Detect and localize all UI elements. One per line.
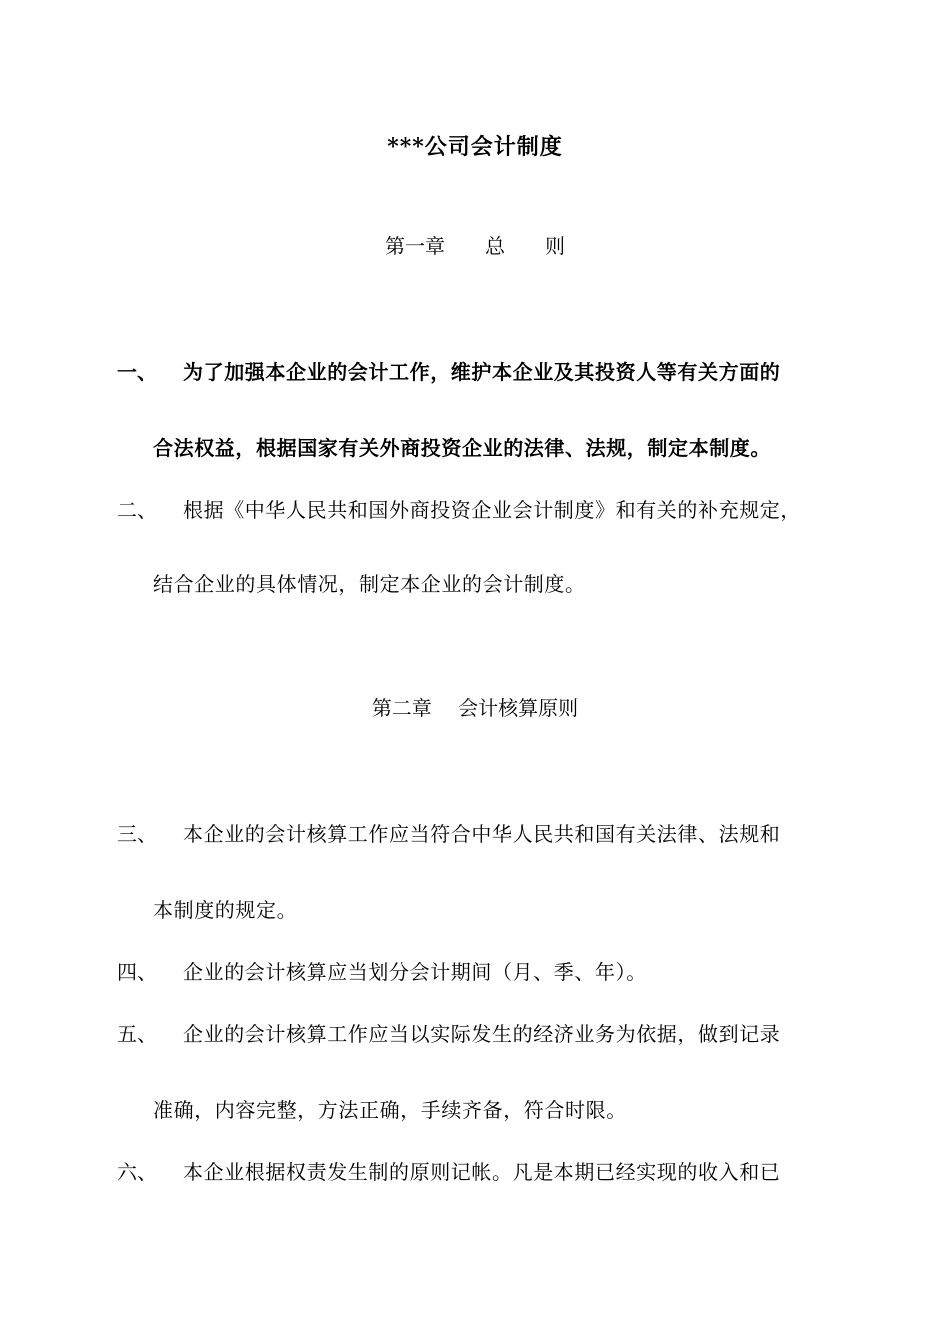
item-1-line-2: 合法权益，根据国家有关外商投资企业的法律、法规，制定本制度。 — [153, 436, 771, 460]
item-5-line-1: 企业的会计核算工作应当以实际发生的经济业务为依据，做到记录 — [183, 1022, 781, 1046]
item-number-3: 三、 — [117, 822, 157, 846]
item-number-4: 四、 — [117, 960, 157, 984]
item-2-line-1: 根据《中华人民共和国外商投资企业会计制度》和有关的补充规定， — [183, 498, 801, 522]
item-number-6: 六、 — [117, 1160, 157, 1184]
item-number-1: 一、 — [117, 360, 157, 384]
document-title: ***公司会计制度 — [387, 134, 563, 160]
item-6-line-1: 本企业根据权责发生制的原则记帐。凡是本期已经实现的收入和已 — [183, 1160, 781, 1184]
item-1-line-1: 为了加强本企业的会计工作，维护本企业及其投资人等有关方面的 — [183, 360, 781, 384]
item-4-line-1: 企业的会计核算应当划分会计期间（月、季、年）。 — [183, 960, 647, 984]
chapter-heading-2: 第二章 会计核算原则 — [371, 696, 579, 720]
item-5-line-2: 准确，内容完整，方法正确，手续齐备，符合时限。 — [153, 1098, 627, 1122]
item-2-line-2: 结合企业的具体情况，制定本企业的会计制度。 — [153, 572, 586, 596]
chapter-heading-1: 第一章 总 则 — [385, 234, 565, 258]
item-3-line-2: 本制度的规定。 — [153, 898, 298, 922]
item-number-5: 五、 — [117, 1022, 157, 1046]
item-3-line-1: 本企业的会计核算工作应当符合中华人民共和国有关法律、法规和 — [183, 822, 781, 846]
item-number-2: 二、 — [117, 498, 157, 522]
